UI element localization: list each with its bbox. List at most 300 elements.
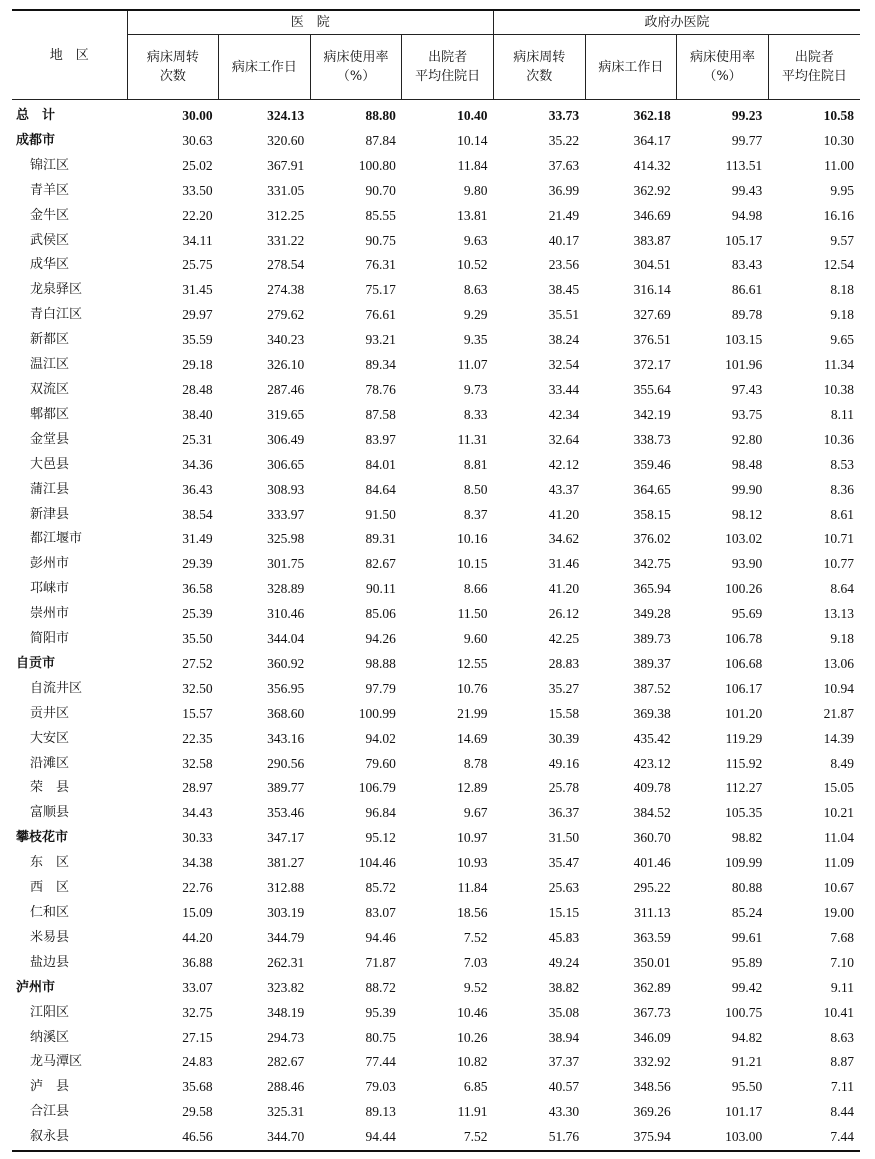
cell-avg-stay: 11.07 [457, 357, 488, 373]
district-row [12, 901, 860, 926]
cell-gov-avg-stay: 13.13 [823, 606, 854, 622]
cell-gov-workdays: 362.18 [633, 108, 671, 123]
cell-usage-rate: 94.44 [365, 1129, 396, 1145]
cell-gov-avg-stay: 13.06 [823, 655, 854, 671]
cell-workdays: 344.04 [267, 631, 305, 647]
cell-usage-rate: 93.21 [365, 332, 396, 348]
cell-usage-rate: 90.11 [365, 581, 396, 597]
region-name: 都江堰市 [30, 531, 83, 547]
cell-gov-usage-rate: 93.75 [731, 406, 763, 422]
cell-gov-workdays: 375.94 [633, 1129, 671, 1145]
cell-usage-rate: 71.87 [365, 954, 396, 970]
cell-usage-rate: 84.64 [365, 481, 396, 497]
cell-gov-avg-stay: 8.64 [830, 581, 854, 597]
cell-usage-rate: 89.31 [365, 531, 396, 547]
cell-turnover: 34.38 [182, 855, 213, 871]
cell-gov-workdays: 311.13 [634, 905, 671, 920]
cell-turnover: 32.58 [182, 755, 213, 771]
cell-gov-usage-rate: 94.98 [731, 207, 763, 223]
cell-workdays: 324.13 [267, 108, 305, 123]
cell-gov-avg-stay: 8.61 [830, 506, 854, 522]
cell-turnover: 35.68 [182, 1079, 213, 1095]
region-name: 西 区 [30, 880, 70, 896]
cell-workdays: 290.56 [267, 755, 305, 771]
district-row [12, 1050, 860, 1075]
cell-turnover: 29.18 [182, 357, 213, 373]
cell-gov-turnover: 37.63 [548, 157, 580, 173]
cell-gov-avg-stay: 8.53 [830, 456, 854, 472]
cell-turnover: 30.63 [182, 132, 213, 148]
cell-gov-usage-rate: 103.02 [725, 531, 763, 547]
column-header-gov-usage-rate: 病床使用率 （%） [677, 35, 769, 100]
region-name: 富顺县 [30, 805, 70, 821]
cell-gov-usage-rate: 101.20 [725, 705, 763, 721]
cell-usage-rate: 95.39 [365, 1004, 396, 1020]
column-header-avg-stay: 出院者 平均住院日 [402, 35, 494, 100]
region-name: 崇州市 [30, 606, 70, 622]
cell-avg-stay: 10.76 [457, 680, 488, 696]
cell-gov-workdays: 365.94 [633, 581, 671, 597]
region-name: 新津县 [30, 506, 70, 522]
cell-gov-turnover: 21.49 [548, 207, 580, 223]
cell-avg-stay: 10.26 [457, 1029, 488, 1045]
cell-gov-avg-stay: 8.44 [830, 1104, 854, 1120]
cell-gov-usage-rate: 109.99 [725, 855, 763, 871]
cell-usage-rate: 94.02 [365, 730, 396, 746]
district-row [12, 727, 860, 752]
district-row [12, 428, 860, 453]
cell-workdays: 308.93 [267, 481, 305, 497]
cell-workdays: 381.27 [267, 855, 305, 871]
cell-turnover: 32.50 [182, 680, 213, 696]
cell-gov-usage-rate: 95.50 [731, 1079, 763, 1095]
cell-gov-workdays: 360.70 [633, 830, 671, 846]
cell-gov-workdays: 389.73 [633, 631, 671, 647]
cell-workdays: 325.31 [267, 1104, 305, 1120]
cell-avg-stay: 6.85 [463, 1079, 488, 1095]
column-header-workdays: 病床工作日 [219, 35, 311, 100]
cell-avg-stay: 9.67 [463, 805, 488, 821]
cell-turnover: 35.59 [182, 332, 213, 348]
cell-avg-stay: 12.55 [457, 655, 488, 671]
cell-gov-workdays: 338.73 [633, 431, 671, 447]
cell-usage-rate: 84.01 [365, 456, 396, 472]
cell-usage-rate: 90.70 [365, 182, 396, 198]
cell-gov-workdays: 327.69 [633, 307, 671, 323]
cell-usage-rate: 79.60 [365, 755, 396, 771]
district-row [12, 253, 860, 278]
cell-avg-stay: 8.66 [463, 581, 488, 597]
cell-gov-usage-rate: 85.24 [731, 905, 763, 920]
cell-gov-avg-stay: 10.71 [823, 531, 854, 547]
cell-workdays: 344.79 [267, 929, 305, 945]
cell-workdays: 262.31 [267, 954, 305, 970]
district-row [12, 627, 860, 652]
cell-workdays: 348.19 [267, 1004, 305, 1020]
region-name: 新都区 [30, 332, 70, 348]
cell-turnover: 15.57 [182, 705, 213, 721]
region-name: 双流区 [30, 381, 70, 397]
district-row [12, 403, 860, 428]
cell-workdays: 306.65 [267, 456, 305, 472]
cell-workdays: 331.22 [267, 232, 305, 248]
district-row [12, 303, 860, 328]
district-row [12, 1026, 860, 1051]
cell-gov-workdays: 342.75 [633, 556, 671, 572]
region-name: 攀枝花市 [16, 830, 69, 846]
cell-gov-usage-rate: 101.96 [725, 357, 763, 373]
cell-usage-rate: 106.79 [358, 780, 396, 796]
region-name: 东 区 [30, 855, 70, 871]
cell-gov-usage-rate: 95.89 [731, 954, 763, 970]
cell-gov-usage-rate: 103.15 [725, 332, 763, 348]
cell-gov-avg-stay: 9.95 [830, 182, 854, 198]
column-header-gov-turnover: 病床周转 次数 [493, 35, 585, 100]
cell-workdays: 360.92 [267, 655, 305, 671]
district-row [12, 876, 860, 901]
cell-avg-stay: 21.99 [457, 705, 488, 721]
cell-gov-turnover: 32.54 [548, 357, 580, 373]
cell-avg-stay: 10.97 [457, 830, 488, 846]
cell-gov-turnover: 38.94 [548, 1029, 580, 1045]
cell-turnover: 25.39 [182, 606, 213, 622]
cell-avg-stay: 9.29 [463, 307, 488, 323]
cell-avg-stay: 8.78 [463, 755, 488, 771]
statistics-table-container [12, 9, 860, 1152]
cell-workdays: 368.60 [267, 705, 305, 721]
cell-avg-stay: 7.52 [463, 1129, 488, 1145]
cell-gov-avg-stay: 19.00 [823, 905, 854, 920]
district-row [12, 1075, 860, 1100]
region-name: 成都市 [16, 132, 56, 148]
city-row [12, 826, 860, 851]
cell-avg-stay: 8.50 [463, 481, 488, 497]
cell-workdays: 312.25 [267, 207, 305, 223]
cell-avg-stay: 11.91 [457, 1104, 488, 1120]
cell-avg-stay: 10.93 [457, 855, 488, 871]
gov-hospital-group-header: 政府办医院 [493, 10, 860, 35]
region-name: 锦江区 [30, 157, 70, 173]
cell-workdays: 288.46 [267, 1079, 305, 1095]
cell-gov-usage-rate: 98.12 [731, 506, 763, 522]
cell-gov-turnover: 43.37 [548, 481, 580, 497]
cell-gov-usage-rate: 100.75 [725, 1004, 763, 1020]
cell-turnover: 34.43 [182, 805, 213, 821]
cell-gov-usage-rate: 99.61 [731, 929, 763, 945]
column-header-turnover: 病床周转 次数 [127, 35, 219, 100]
region-name: 龙泉驿区 [30, 282, 83, 298]
column-header-gov-avg-stay: 出院者 平均住院日 [768, 35, 860, 100]
cell-gov-usage-rate: 98.48 [731, 456, 763, 472]
cell-gov-workdays: 383.87 [633, 232, 671, 248]
cell-turnover: 32.75 [182, 1004, 213, 1020]
cell-workdays: 356.95 [267, 680, 305, 696]
cell-usage-rate: 89.13 [365, 1104, 396, 1120]
cell-workdays: 331.05 [267, 182, 305, 198]
cell-gov-workdays: 295.22 [633, 880, 671, 896]
city-row [12, 976, 860, 1001]
region-name: 邛崃市 [30, 581, 70, 597]
cell-turnover: 22.76 [182, 880, 213, 896]
cell-gov-avg-stay: 8.36 [830, 481, 854, 497]
cell-gov-usage-rate: 119.29 [725, 730, 763, 746]
cell-usage-rate: 100.80 [358, 157, 396, 173]
cell-usage-rate: 89.34 [365, 357, 396, 373]
cell-avg-stay: 11.50 [457, 606, 488, 622]
cell-avg-stay: 9.52 [463, 979, 488, 995]
cell-usage-rate: 87.84 [365, 132, 396, 148]
cell-turnover: 31.49 [182, 531, 213, 547]
cell-gov-avg-stay: 9.65 [830, 332, 854, 348]
district-row [12, 154, 860, 179]
region-name: 自流井区 [30, 680, 83, 696]
cell-gov-avg-stay: 21.87 [823, 705, 854, 721]
cell-gov-avg-stay: 15.05 [823, 780, 854, 796]
cell-usage-rate: 88.72 [365, 979, 396, 995]
cell-gov-avg-stay: 10.58 [823, 108, 854, 123]
district-row [12, 503, 860, 528]
cell-gov-avg-stay: 8.87 [830, 1054, 854, 1070]
cell-gov-usage-rate: 99.77 [731, 132, 763, 148]
cell-usage-rate: 83.97 [365, 431, 396, 447]
district-row [12, 378, 860, 403]
district-row [12, 577, 860, 602]
region-name: 泸州市 [16, 979, 56, 995]
cell-turnover: 27.15 [182, 1029, 213, 1045]
cell-gov-workdays: 362.89 [633, 979, 671, 995]
cell-usage-rate: 85.72 [365, 880, 396, 896]
cell-gov-usage-rate: 99.90 [731, 481, 763, 497]
cell-gov-turnover: 42.12 [548, 456, 580, 472]
cell-gov-turnover: 37.37 [548, 1054, 580, 1070]
hospital-bed-statistics-table [12, 9, 860, 1152]
cell-gov-usage-rate: 113.51 [725, 157, 763, 173]
cell-turnover: 25.75 [182, 257, 213, 273]
cell-gov-avg-stay: 9.11 [830, 979, 854, 995]
district-row [12, 204, 860, 229]
cell-gov-turnover: 35.51 [548, 307, 580, 323]
cell-gov-turnover: 38.82 [548, 979, 580, 995]
cell-gov-workdays: 304.51 [633, 257, 671, 273]
cell-avg-stay: 8.63 [463, 282, 488, 298]
cell-turnover: 30.33 [182, 830, 213, 846]
cell-gov-usage-rate: 94.82 [731, 1029, 763, 1045]
cell-gov-avg-stay: 10.21 [823, 805, 854, 821]
cell-workdays: 323.82 [267, 979, 305, 995]
cell-gov-turnover: 35.47 [548, 855, 580, 871]
cell-workdays: 326.10 [267, 357, 305, 373]
cell-gov-workdays: 376.51 [633, 332, 671, 348]
cell-gov-workdays: 389.37 [633, 655, 671, 671]
cell-usage-rate: 97.79 [365, 680, 396, 696]
cell-gov-avg-stay: 11.34 [824, 357, 854, 373]
cell-gov-turnover: 40.57 [548, 1079, 580, 1095]
cell-gov-usage-rate: 106.17 [725, 680, 763, 696]
region-name: 泸 县 [30, 1079, 70, 1095]
cell-turnover: 22.35 [182, 730, 213, 746]
cell-gov-workdays: 387.52 [633, 680, 671, 696]
cell-avg-stay: 9.63 [463, 232, 488, 248]
cell-gov-avg-stay: 10.38 [823, 381, 854, 397]
cell-gov-workdays: 369.38 [633, 705, 671, 721]
cell-turnover: 33.07 [182, 979, 213, 995]
cell-gov-turnover: 34.62 [548, 531, 580, 547]
cell-gov-avg-stay: 8.11 [830, 406, 854, 422]
district-row [12, 552, 860, 577]
cell-gov-turnover: 35.27 [548, 680, 580, 696]
cell-gov-workdays: 350.01 [633, 954, 671, 970]
region-name: 武侯区 [30, 232, 70, 248]
district-row [12, 951, 860, 976]
total-row [12, 100, 860, 129]
cell-turnover: 24.83 [182, 1054, 213, 1070]
cell-turnover: 36.88 [182, 954, 213, 970]
region-name: 龙马潭区 [30, 1054, 83, 1070]
cell-gov-turnover: 41.20 [548, 581, 580, 597]
cell-turnover: 30.00 [182, 108, 213, 123]
cell-workdays: 389.77 [267, 780, 305, 796]
cell-gov-usage-rate: 98.82 [731, 830, 763, 846]
cell-workdays: 353.46 [267, 805, 305, 821]
cell-usage-rate: 96.84 [365, 805, 396, 821]
cell-gov-workdays: 384.52 [633, 805, 671, 821]
cell-gov-workdays: 316.14 [633, 282, 671, 298]
cell-usage-rate: 80.75 [365, 1029, 396, 1045]
cell-gov-usage-rate: 105.35 [725, 805, 763, 821]
cell-gov-turnover: 38.24 [548, 332, 580, 348]
cell-gov-avg-stay: 16.16 [823, 207, 854, 223]
city-row [12, 129, 860, 154]
cell-gov-turnover: 40.17 [548, 232, 580, 248]
cell-turnover: 28.48 [182, 381, 213, 397]
cell-gov-avg-stay: 8.49 [830, 755, 854, 771]
cell-gov-turnover: 15.15 [548, 905, 580, 920]
cell-workdays: 294.73 [267, 1029, 305, 1045]
district-row [12, 229, 860, 254]
cell-usage-rate: 98.88 [365, 655, 396, 671]
cell-gov-avg-stay: 11.09 [824, 855, 854, 871]
cell-gov-workdays: 359.46 [633, 456, 671, 472]
cell-usage-rate: 104.46 [358, 855, 396, 871]
district-row [12, 527, 860, 552]
cell-gov-turnover: 26.12 [548, 606, 580, 622]
district-row [12, 926, 860, 951]
cell-turnover: 29.39 [182, 556, 213, 572]
cell-gov-avg-stay: 9.18 [830, 631, 854, 647]
cell-gov-avg-stay: 7.10 [830, 954, 854, 970]
cell-gov-avg-stay: 11.04 [824, 830, 854, 846]
cell-turnover: 38.40 [182, 406, 213, 422]
district-row [12, 752, 860, 777]
cell-gov-workdays: 376.02 [633, 531, 671, 547]
district-row [12, 353, 860, 378]
district-row [12, 851, 860, 876]
region-name: 青羊区 [30, 182, 70, 198]
cell-gov-workdays: 332.92 [633, 1054, 671, 1070]
cell-gov-turnover: 28.83 [548, 655, 580, 671]
cell-turnover: 29.97 [182, 307, 213, 323]
district-row [12, 179, 860, 204]
cell-gov-turnover: 35.08 [548, 1004, 580, 1020]
region-name: 大安区 [30, 730, 70, 746]
cell-gov-avg-stay: 12.54 [823, 257, 854, 273]
cell-gov-usage-rate: 93.90 [731, 556, 763, 572]
region-name: 金牛区 [30, 207, 70, 223]
cell-gov-usage-rate: 89.78 [731, 307, 763, 323]
cell-usage-rate: 82.67 [365, 556, 396, 572]
cell-usage-rate: 79.03 [365, 1079, 396, 1095]
district-row [12, 1125, 860, 1151]
cell-gov-turnover: 36.99 [548, 182, 580, 198]
cell-gov-turnover: 32.64 [548, 431, 580, 447]
region-name: 纳溪区 [30, 1029, 70, 1045]
cell-usage-rate: 95.12 [365, 830, 396, 846]
cell-turnover: 22.20 [182, 207, 213, 223]
district-row [12, 677, 860, 702]
cell-gov-usage-rate: 106.68 [725, 655, 763, 671]
cell-workdays: 312.88 [267, 880, 305, 896]
cell-turnover: 25.31 [182, 431, 213, 447]
cell-gov-workdays: 369.26 [633, 1104, 671, 1120]
cell-usage-rate: 85.06 [365, 606, 396, 622]
cell-gov-avg-stay: 10.36 [823, 431, 854, 447]
cell-gov-usage-rate: 99.43 [731, 182, 763, 198]
region-name: 自贡市 [16, 655, 56, 671]
hospital-group-header: 医 院 [127, 10, 493, 35]
cell-gov-workdays: 348.56 [633, 1079, 671, 1095]
cell-workdays: 310.46 [267, 606, 305, 622]
cell-workdays: 333.97 [267, 506, 305, 522]
cell-turnover: 36.43 [182, 481, 213, 497]
district-row [12, 801, 860, 826]
cell-avg-stay: 10.46 [457, 1004, 488, 1020]
cell-gov-turnover: 30.39 [548, 730, 580, 746]
cell-gov-turnover: 38.45 [548, 282, 580, 298]
cell-turnover: 46.56 [182, 1129, 213, 1145]
region-name: 盐边县 [30, 954, 70, 970]
cell-gov-avg-stay: 8.63 [830, 1029, 854, 1045]
cell-gov-avg-stay: 9.57 [830, 232, 854, 248]
cell-usage-rate: 76.31 [365, 257, 396, 273]
cell-gov-usage-rate: 91.21 [731, 1054, 763, 1070]
cell-gov-usage-rate: 97.43 [731, 381, 763, 397]
cell-gov-turnover: 49.16 [548, 755, 580, 771]
cell-gov-workdays: 346.09 [633, 1029, 671, 1045]
region-name: 青白江区 [30, 307, 83, 323]
cell-usage-rate: 77.44 [365, 1054, 396, 1070]
cell-usage-rate: 90.75 [365, 232, 396, 248]
cell-gov-usage-rate: 99.23 [731, 108, 763, 123]
cell-usage-rate: 94.46 [365, 929, 396, 945]
cell-turnover: 31.45 [182, 282, 213, 298]
cell-usage-rate: 87.58 [365, 406, 396, 422]
cell-workdays: 343.16 [267, 730, 305, 746]
district-row [12, 478, 860, 503]
cell-gov-turnover: 31.50 [548, 830, 580, 846]
cell-gov-usage-rate: 83.43 [731, 257, 763, 273]
region-name: 沿滩区 [30, 755, 70, 771]
cell-turnover: 28.97 [182, 780, 213, 796]
cell-avg-stay: 10.40 [457, 108, 488, 123]
cell-turnover: 44.20 [182, 929, 213, 945]
cell-gov-turnover: 23.56 [548, 257, 580, 273]
cell-gov-workdays: 362.92 [633, 182, 671, 198]
cell-gov-usage-rate: 95.69 [731, 606, 763, 622]
cell-gov-turnover: 42.34 [548, 406, 580, 422]
cell-avg-stay: 7.52 [463, 929, 488, 945]
cell-gov-avg-stay: 11.00 [824, 157, 854, 173]
cell-avg-stay: 10.82 [457, 1054, 488, 1070]
